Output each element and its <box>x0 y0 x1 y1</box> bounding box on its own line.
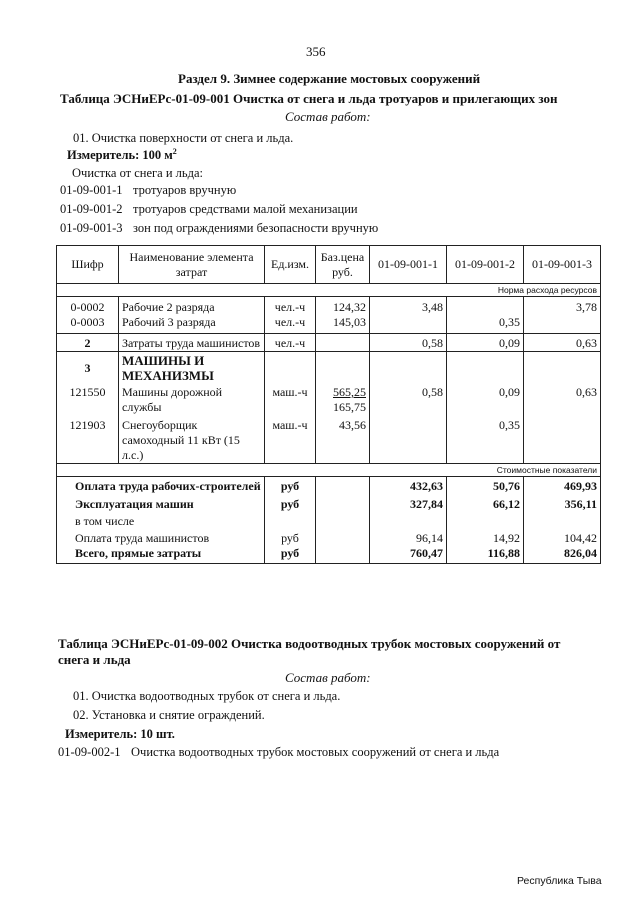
table1-code-3: 01-09-001-3 <box>60 221 123 235</box>
cell-unit: чел.-ч <box>265 315 316 334</box>
cell-name: Рабочие 2 разряда <box>119 297 265 316</box>
cell-value: 66,12 <box>447 494 524 512</box>
cell-unit: руб <box>265 494 316 512</box>
cell-price: 43,56 <box>316 415 370 464</box>
cell-empty <box>316 512 370 529</box>
table1-title: Таблица ЭСНиЕРс-01-09-001 Очистка от снега и льда тротуаров и прилегающих зон <box>60 91 558 106</box>
price-value-2: 165,75 <box>333 400 366 414</box>
resources-table <box>56 245 601 564</box>
table2-work-item-2: 02. Установка и снятие ограждений. <box>73 708 265 722</box>
cell-price <box>316 334 370 352</box>
cell-value: 3,78 <box>524 297 601 316</box>
table2-title-line2: снега и льда <box>58 652 131 667</box>
table1-code-2-desc: тротуаров средствами малой механизации <box>133 202 358 216</box>
cell-unit: руб <box>265 546 316 564</box>
cell-value: 0,58 <box>370 383 447 415</box>
cell-value: 50,76 <box>447 477 524 495</box>
cell-empty <box>316 352 370 384</box>
table-row <box>57 529 601 546</box>
cell-value <box>370 315 447 334</box>
table-row <box>57 494 601 512</box>
cell-value: 327,84 <box>370 494 447 512</box>
table-row <box>57 477 601 495</box>
table-row <box>57 315 601 334</box>
cost-name: Оплата труда машинистов <box>57 529 265 546</box>
header-code: Шифр <box>57 246 119 284</box>
cell-price: 145,03 <box>316 315 370 334</box>
cell-value: 0,63 <box>524 334 601 352</box>
cell-code: 0-0003 <box>57 315 119 334</box>
cell-unit: маш.-ч <box>265 383 316 415</box>
table1-code-3-desc: зон под ограждениями безопасности вручную <box>133 221 379 235</box>
table1-work-heading: Состав работ: <box>285 109 371 124</box>
cost-label-row <box>57 464 601 477</box>
section-title: Раздел 9. Зимнее содержание мостовых сооружений <box>178 71 481 86</box>
header-name: Наименование элемента затрат <box>119 246 265 284</box>
cell-code: 121550 <box>57 383 119 415</box>
cell-value <box>447 297 524 316</box>
table1-intro: Очистка от снега и льда: <box>72 166 203 180</box>
table-row <box>57 415 601 464</box>
cell-empty <box>370 512 447 529</box>
table-row <box>57 352 601 384</box>
cell-empty <box>447 352 524 384</box>
cell-code: 0-0002 <box>57 297 119 316</box>
cell-value: 0,63 <box>524 383 601 415</box>
price-value: 565,25 <box>333 385 366 399</box>
cell-empty <box>524 352 601 384</box>
cell-value: 104,42 <box>524 529 601 546</box>
table-row <box>57 383 601 415</box>
table2-work-heading: Состав работ: <box>285 670 371 685</box>
header-col-3: 01-09-001-3 <box>524 246 601 284</box>
cell-value <box>370 415 447 464</box>
table2-title-line1: Таблица ЭСНиЕРс-01-09-002 Очистка водоотводных трубок мостовых сооружений от <box>58 636 561 651</box>
table-header-row <box>57 246 601 284</box>
header-col-1: 01-09-001-1 <box>370 246 447 284</box>
cell-unit: маш.-ч <box>265 415 316 464</box>
cell-value <box>524 415 601 464</box>
cell-code: 3 <box>57 352 119 384</box>
table2-code-1: 01-09-002-1 <box>58 745 121 759</box>
cell-empty <box>447 512 524 529</box>
table1-meter: Измеритель: 100 $м^2$ <box>67 147 177 163</box>
table-row <box>57 334 601 352</box>
page-number: 356 <box>306 44 326 59</box>
cell-empty <box>316 477 370 495</box>
table1-code-1: 01-09-001-1 <box>60 183 123 197</box>
header-col-2: 01-09-001-2 <box>447 246 524 284</box>
cost-name: Эксплуатация машин <box>57 494 265 512</box>
cost-label: Стоимостные показатели <box>57 464 601 477</box>
footer-region: Республика Тыва <box>517 875 602 887</box>
cell-code: 121903 <box>57 415 119 464</box>
cell-value: 116,88 <box>447 546 524 564</box>
cell-unit: руб <box>265 529 316 546</box>
cell-value: 356,11 <box>524 494 601 512</box>
cost-name: Оплата труда рабочих-строителей <box>57 477 265 495</box>
cell-value: 0,35 <box>447 415 524 464</box>
cell-value: 3,48 <box>370 297 447 316</box>
cell-empty <box>265 352 316 384</box>
table2-work-item-1: 01. Очистка водоотводных трубок от снега и льда. <box>73 689 341 703</box>
table-row <box>57 546 601 564</box>
cell-value: 96,14 <box>370 529 447 546</box>
cell-value: 760,47 <box>370 546 447 564</box>
cell-name: Машины дорожной службы <box>119 383 265 415</box>
table1-code-2: 01-09-001-2 <box>60 202 123 216</box>
table1-work-item: 01. Очистка поверхности от снега и льда. <box>73 131 294 145</box>
header-unit: Ед.изм. <box>265 246 316 284</box>
table1-code-1-desc: тротуаров вручную <box>133 183 237 197</box>
cell-empty <box>316 494 370 512</box>
cell-value: 0,35 <box>447 315 524 334</box>
table-row <box>57 512 601 529</box>
cost-name: Всего, прямые затраты <box>57 546 265 564</box>
cell-empty <box>370 352 447 384</box>
cell-unit: чел.-ч <box>265 297 316 316</box>
cell-name: Затраты труда машинистов <box>119 334 265 352</box>
cell-empty <box>524 512 601 529</box>
table-row <box>57 297 601 316</box>
cell-empty <box>316 546 370 564</box>
cell-name: Рабочий 3 разряда <box>119 315 265 334</box>
cell-unit: чел.-ч <box>265 334 316 352</box>
table2-code-1-desc: Очистка водоотводных трубок мостовых сооружений от снега и льда <box>131 745 500 759</box>
cell-empty <box>265 512 316 529</box>
cell-empty <box>316 529 370 546</box>
cell-name: МАШИНЫ И МЕХАНИЗМЫ <box>119 352 265 384</box>
norm-label: Норма расхода ресурсов <box>57 284 601 297</box>
cell-value: 432,63 <box>370 477 447 495</box>
cell-price <box>316 383 370 415</box>
cell-value: 0,09 <box>447 334 524 352</box>
cell-value: 0,09 <box>447 383 524 415</box>
cell-value: 14,92 <box>447 529 524 546</box>
cell-value: 826,04 <box>524 546 601 564</box>
cell-value: 0,58 <box>370 334 447 352</box>
cell-value <box>524 315 601 334</box>
header-price: Баз.цена руб. <box>316 246 370 284</box>
cell-value: 469,93 <box>524 477 601 495</box>
table2-meter: Измеритель: 10 шт. <box>65 727 175 741</box>
norm-label-row <box>57 284 601 297</box>
cell-code: 2 <box>57 334 119 352</box>
cost-name: в том числе <box>57 512 265 529</box>
cell-price: 124,32 <box>316 297 370 316</box>
cell-name: Снегоуборщик самоходный 11 кВт (15 л.с.) <box>119 415 265 464</box>
cell-unit: руб <box>265 477 316 495</box>
